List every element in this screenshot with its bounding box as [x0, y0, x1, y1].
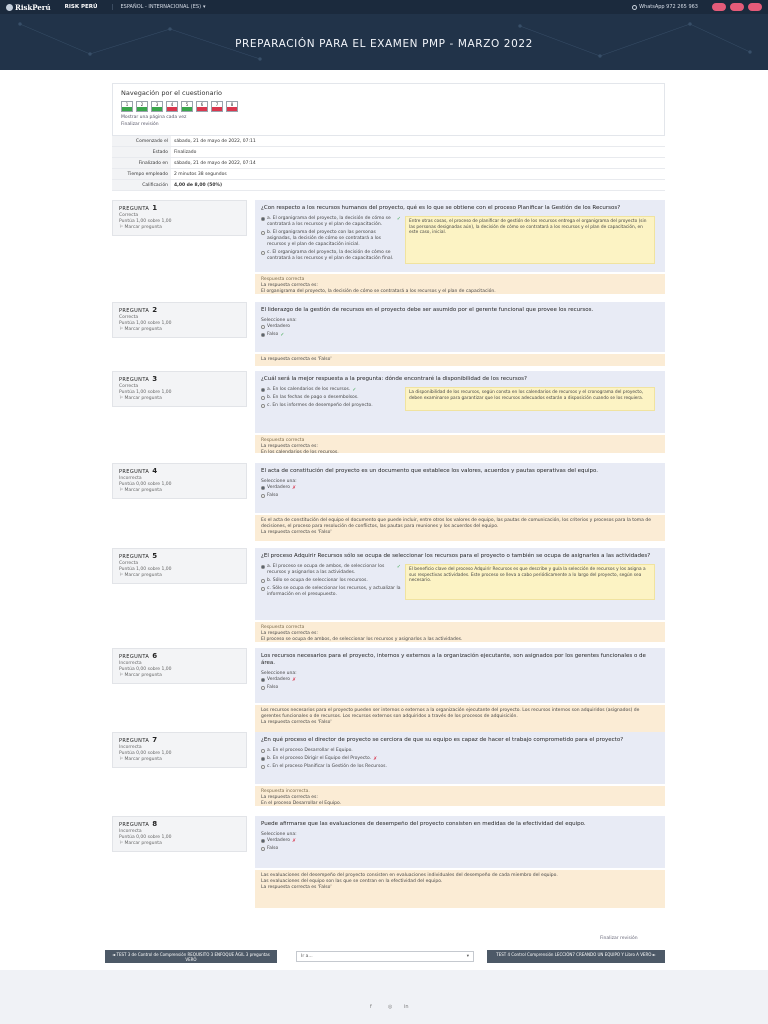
quiz-nav-number: 2 [140, 102, 144, 107]
flag-label: Marcar pregunta [124, 327, 162, 332]
summary-value: sábado, 21 de mayo de 2022, 07:11 [174, 138, 256, 144]
feedback-line: La respuesta correcta es 'Falso' [261, 530, 332, 535]
answer-option-text: c. Sólo se ocupa de seleccionar los recursos, y actualizar la información en el presupuesto. [267, 586, 401, 597]
answer-options [261, 677, 659, 691]
question-heading [119, 468, 240, 476]
question-info [112, 371, 247, 407]
search-icon[interactable] [632, 5, 637, 10]
answer-option-text: a. El organigrama del proyecto, la decisión de cómo se contratará a los recursos y el plan de capacitación. [267, 216, 391, 227]
question-points: Puntúa 1,00 sobre 1,00 [119, 567, 172, 572]
question-text: ¿Con respecto a los recursos humanos del proyecto, qué es lo que se obtiene con el proceso Planificar la Gestión de los Recursos? [261, 205, 621, 211]
language-label: ESPAÑOL - INTERNACIONAL (ES) [120, 4, 202, 10]
quiz-nav-status-incorrect [167, 107, 177, 111]
quiz-nav-question-5[interactable] [181, 101, 193, 112]
radio-button[interactable] [261, 494, 265, 498]
correct-check-icon: ✓ [396, 216, 401, 222]
feedback-line: El organigrama del proyecto, la decisión de cómo se contratará a los recursos y el plan de capacitación. [261, 289, 496, 294]
question-heading [119, 376, 240, 384]
quiz-nav-status-correct [152, 107, 162, 111]
answer-option[interactable] [261, 485, 659, 491]
question-state: Incorrecta [119, 661, 142, 666]
summary-value: 2 minutos 38 segundos [174, 171, 227, 177]
flag-label: Marcar pregunta [124, 573, 162, 578]
attempt-summary-table [112, 136, 665, 191]
radio-button[interactable] [261, 404, 265, 408]
flag-question-link[interactable] [119, 225, 240, 231]
finish-review-bottom-link[interactable]: Finalizar revisión [600, 936, 638, 941]
feedback-line: La respuesta correcta es: [261, 795, 318, 800]
quiz-nav-question-1[interactable] [121, 101, 133, 112]
flag-icon: ⚐ [119, 396, 125, 401]
question-info [112, 816, 247, 852]
radio-button[interactable] [261, 839, 265, 843]
question-info [112, 302, 247, 338]
brand-link[interactable]: RISK PERÚ [64, 4, 98, 10]
flag-question-link[interactable] [119, 573, 240, 579]
facebook-icon[interactable]: f [370, 1004, 372, 1010]
answer-option[interactable] [261, 748, 659, 754]
question-feedback [255, 622, 665, 642]
question-label: PREGUNTA [119, 377, 150, 383]
answer-options [261, 387, 659, 411]
radio-button[interactable] [261, 251, 265, 255]
flag-icon: ⚐ [119, 488, 125, 493]
jump-to-label: Ir a... [301, 954, 313, 959]
question-info [112, 648, 247, 684]
whatsapp-link[interactable] [632, 4, 698, 10]
question-label: PREGUNTA [119, 738, 150, 744]
question-body [255, 200, 665, 272]
logo-text: RiskPerú [15, 2, 51, 12]
answer-option[interactable] [261, 586, 401, 598]
show-one-page-link[interactable]: Mostrar una página cada vez [121, 115, 187, 120]
instagram-icon[interactable]: ◎ [388, 1004, 393, 1010]
flag-question-link[interactable] [119, 841, 240, 847]
answer-option-text: Verdadero [267, 485, 291, 490]
question-body [255, 548, 665, 620]
feedback-line: La respuesta correcta es: [261, 631, 318, 636]
flag-question-link[interactable] [119, 673, 240, 679]
summary-value: sábado, 21 de mayo de 2022, 07:14 [174, 160, 256, 166]
answer-option-text: a. En el proceso Desarrollar el Equipo. [267, 748, 353, 753]
question-text: ¿Cuál será la mejor respuesta a la pregunta: dónde encontraré la disponibilidad de los recursos? [261, 376, 527, 382]
question-points: Puntúa 0,00 sobre 1,00 [119, 482, 172, 487]
answer-option-text: a. El proceso se ocupa de ambos, de seleccionar los recursos y asignarlos a las actividades. [267, 564, 385, 575]
language-menu[interactable] [112, 4, 206, 10]
feedback-line: En los calendarios de los recursos. [261, 450, 339, 455]
answer-options [261, 485, 659, 499]
question-heading [119, 307, 240, 315]
radio-button[interactable] [261, 396, 265, 400]
summary-value: 4,00 de 8,00 (50%) [174, 182, 223, 188]
summary-row [112, 169, 665, 180]
question-heading [119, 553, 240, 561]
question-label: PREGUNTA [119, 206, 150, 212]
flag-label: Marcar pregunta [124, 841, 162, 846]
flag-label: Marcar pregunta [124, 673, 162, 678]
answer-option[interactable] [261, 403, 401, 409]
question-state: Correcta [119, 561, 139, 566]
question-number: 7 [152, 736, 158, 744]
quiz-nav-number: 8 [230, 102, 234, 107]
summary-row [112, 136, 665, 147]
flag-icon: ⚐ [119, 225, 125, 230]
quiz-nav-status-incorrect [212, 107, 222, 111]
answer-option[interactable] [261, 216, 401, 228]
options-list [261, 838, 659, 852]
answer-option-text: Falso [267, 493, 279, 498]
question-heading [119, 737, 240, 745]
riskperu-logo[interactable] [6, 3, 51, 12]
flag-icon: ⚐ [119, 573, 125, 578]
answer-option-text: Falso [267, 685, 279, 690]
question-label: PREGUNTA [119, 822, 150, 828]
option-specific-feedback: El beneficio clave del proceso Adquirir Recursos es que describe y guía la selección de recursos y los asigna a sus respectivas actividades. Este proceso se lleva a cabo periódicamente a lo largo del proyecto, según sea necesario. [405, 564, 655, 600]
question-body [255, 371, 665, 433]
radio-button[interactable] [261, 587, 265, 591]
answer-option-text: b. El organigrama del proyecto con las personas asignadas, la decisión de cómo se contratará a los recursos y el plan de capacitación inicial. [267, 230, 381, 247]
chevron-down-icon: ▾ [466, 954, 469, 959]
quiz-nav-status-correct [182, 107, 192, 111]
feedback-line: Las evaluaciones del equipo son las que se centran en la efectividad del equipo. [261, 879, 443, 884]
question-text: El acta de constitución del proyecto es un documento que establece los valores, acuerdos y pautas operativas del equipo. [261, 468, 599, 474]
feedback-line: Es el acta de constitución del equipo el documento que puede incluir, entre otros los valores de equipo, las pautas de comunicación, los criterios y procesos para la toma de decisiones, el proceso para resolución de conflictos, las pautas para reuniones y los acuerdos del equipo. [261, 518, 651, 529]
options-list [261, 564, 401, 600]
question-text: Los recursos necesarios para el proyecto, internos y externos a la organización ejecutante, son asignados por los gerentes funcionales o de área. [261, 653, 646, 666]
quiz-nav-number: 1 [125, 102, 129, 107]
radio-button[interactable] [261, 749, 265, 753]
feedback-title: Respuesta correcta [261, 438, 305, 443]
question-label: PREGUNTA [119, 308, 150, 314]
answer-options [261, 748, 659, 770]
flag-question-link[interactable] [119, 488, 240, 494]
flag-question-link[interactable] [119, 757, 240, 763]
answer-option-text: a. En los calendarios de los recursos. [267, 387, 351, 392]
user-menu-icon[interactable] [748, 3, 762, 11]
flag-icon: ⚐ [119, 757, 125, 762]
radio-button[interactable] [261, 333, 265, 337]
options-list [261, 485, 659, 499]
question-info [112, 200, 247, 236]
finish-review-link[interactable]: Finalizar revisión [121, 121, 159, 127]
answer-option-text: b. Sólo se ocupa de seleccionar los recursos. [267, 578, 368, 583]
options-list [261, 387, 401, 411]
correct-check-icon: ✓ [280, 332, 285, 338]
radio-button[interactable] [261, 686, 265, 690]
flag-icon: ⚐ [119, 327, 125, 332]
answer-option[interactable] [261, 846, 659, 852]
answer-options [261, 324, 659, 338]
question-text: Puede afirmarse que las evaluaciones de desempeño del proyecto consisten en medidas de la efectividad del equipo. [261, 821, 586, 827]
notifications-icon[interactable] [712, 3, 726, 11]
answer-option[interactable] [261, 764, 659, 770]
answer-options [261, 216, 659, 264]
options-list [261, 324, 659, 338]
quiz-nav-question-3[interactable] [151, 101, 163, 112]
question-number: 5 [152, 552, 158, 560]
summary-key: Tiempo empleado [112, 169, 171, 179]
answer-option-text: c. En los informes de desempeño del proyecto. [267, 403, 373, 408]
quiz-nav-number: 5 [185, 102, 189, 107]
flag-label: Marcar pregunta [124, 757, 162, 762]
question-number: 2 [152, 306, 158, 314]
radio-button[interactable] [261, 579, 265, 583]
question-info [112, 463, 247, 499]
question-points: Puntúa 1,00 sobre 1,00 [119, 390, 172, 395]
answer-option[interactable] [261, 493, 659, 499]
quiz-nav-status-correct [122, 107, 132, 111]
question-text: El liderazgo de la gestión de recursos en el proyecto debe ser asumido por el gerente funcional que provee los recursos. [261, 307, 594, 313]
question-state: Incorrecta [119, 476, 142, 481]
summary-key: Calificación [112, 180, 171, 190]
quiz-nav-number: 3 [155, 102, 159, 107]
question-feedback [255, 870, 665, 908]
question-points: Puntúa 0,00 sobre 1,00 [119, 751, 172, 756]
answer-option[interactable] [261, 250, 401, 262]
radio-button[interactable] [261, 388, 265, 392]
answer-option[interactable] [261, 578, 401, 584]
question-points: Puntúa 1,00 sobre 1,00 [119, 321, 172, 326]
select-one-label: Seleccione una: [261, 671, 297, 676]
question-feedback [255, 354, 665, 366]
question-points: Puntúa 0,00 sobre 1,00 [119, 667, 172, 672]
select-one-label: Seleccione una: [261, 479, 297, 484]
question-points: Puntúa 0,00 sobre 1,00 [119, 835, 172, 840]
question-feedback [255, 435, 665, 453]
jump-to-select[interactable] [296, 951, 474, 962]
select-one-label: Seleccione una: [261, 832, 297, 837]
question-number: 6 [152, 652, 158, 660]
feedback-line: En el proceso Desarrollar el Equipo. [261, 801, 342, 806]
question-points: Puntúa 1,00 sobre 1,00 [119, 219, 172, 224]
question-info [112, 548, 247, 584]
logo-icon [6, 4, 13, 11]
options-list [261, 748, 659, 770]
question-number: 1 [152, 204, 158, 212]
question-feedback [255, 786, 665, 806]
option-specific-feedback: La disponibilidad de los recursos, según consta en los calendarios de recursos y el cronograma del proyecto, deben examinarse para garantizar que los recursos adecuados estarán a disposición cuando se los requiera. [405, 387, 655, 411]
incorrect-cross-icon: ✗ [373, 756, 378, 762]
flag-label: Marcar pregunta [124, 396, 162, 401]
feedback-line: La respuesta correcta es: [261, 444, 318, 449]
answer-options [261, 564, 659, 600]
answer-option-text: c. En el proceso Planificar la Gestión de los Recursos. [267, 764, 387, 769]
quiz-nav-question-2[interactable] [136, 101, 148, 112]
option-specific-feedback: Entre otras cosas, el proceso de planificar de gestión de los recursos entrega el organigrama del proyecto (sin las personas designadas aún), la decisión de cómo se contratará a los recursos y el plan de capacitación, en este caso, inicial. [405, 216, 655, 264]
question-state: Incorrecta [119, 829, 142, 834]
answer-option[interactable] [261, 230, 401, 248]
question-number: 3 [152, 375, 158, 383]
question-feedback [255, 515, 665, 541]
radio-button[interactable] [261, 847, 265, 851]
correct-check-icon: ✓ [352, 387, 357, 393]
flag-question-link[interactable] [119, 327, 240, 333]
incorrect-cross-icon: ✗ [292, 838, 297, 844]
question-label: PREGUNTA [119, 654, 150, 660]
radio-button[interactable] [261, 765, 265, 769]
quiz-navigation-title: Navegación por el cuestionario [121, 89, 223, 97]
incorrect-cross-icon: ✗ [292, 485, 297, 491]
quiz-nav-status-correct [137, 107, 147, 111]
summary-key: Estado [112, 147, 171, 157]
answer-option-text: Falso [267, 846, 279, 851]
summary-key: Comenzado el [112, 136, 171, 146]
question-number: 4 [152, 467, 158, 475]
question-label: PREGUNTA [119, 554, 150, 560]
answer-option-text: Verdadero [267, 324, 291, 329]
question-body [255, 463, 665, 513]
answer-option[interactable] [261, 387, 401, 393]
question-feedback [255, 705, 665, 733]
correct-check-icon: ✓ [396, 564, 401, 570]
radio-button[interactable] [261, 678, 265, 682]
quiz-navigation-block [112, 83, 665, 136]
question-info [112, 732, 247, 768]
radio-button[interactable] [261, 486, 265, 490]
options-list [261, 677, 659, 691]
options-list [261, 216, 401, 264]
answer-option-text: b. En el proceso Dirigir el Equipo del Proyecto. [267, 756, 372, 761]
answer-option[interactable] [261, 332, 659, 338]
quiz-nav-status-incorrect [227, 107, 237, 111]
question-text: ¿El proceso Adquirir Recursos sólo se ocupa de seleccionar los recursos para el proyecto o también se ocupa de asignarles a las actividades? [261, 553, 651, 559]
feedback-line: Las evaluaciones del desempeño del proyecto consisten en evaluaciones individuales del desempeño de cada miembro del equipo. [261, 873, 558, 878]
quiz-nav-number: 4 [170, 102, 174, 107]
chevron-down-icon: ▾ [203, 4, 206, 10]
question-number: 8 [152, 820, 158, 828]
flag-label: Marcar pregunta [124, 225, 162, 230]
question-body [255, 648, 665, 703]
feedback-title: Respuesta correcta [261, 625, 305, 630]
answer-option[interactable] [261, 838, 659, 844]
quiz-nav-number: 6 [200, 102, 204, 107]
next-activity-button[interactable]: TEST 4 Control Comprensión LECCIÓN7 CREANDO UN EQUIPO Y Libro A VERO ► [487, 950, 665, 963]
quiz-nav-question-4[interactable] [166, 101, 178, 112]
question-state: Correcta [119, 384, 139, 389]
summary-row [112, 147, 665, 158]
summary-row [112, 158, 665, 169]
quiz-nav-number: 7 [215, 102, 219, 107]
summary-row [112, 180, 665, 191]
quiz-nav-question-7[interactable] [211, 101, 223, 112]
question-heading [119, 205, 240, 213]
question-state: Correcta [119, 213, 139, 218]
answer-option[interactable] [261, 677, 659, 683]
answer-options [261, 838, 659, 852]
answer-option-text: c. El organigrama del proyecto, la decisión de cómo se contratará a los recursos y el plan de capacitación final. [267, 250, 394, 261]
feedback-line: Los recursos necesarios para el proyecto pueden ser internos o externos a la organización ejecutante del proyecto. Los recursos internos son adquiridos (asignados) de gerentes funcionales o de recursos. Los recursos externos son adquiridos a través de los procesos de adquisición. [261, 708, 640, 719]
question-text: ¿En qué proceso el director de proyecto se cerciora de que su equipo es capaz de hacer el trabajo comprometido para el proyecto? [261, 737, 624, 743]
whatsapp-label: WhatsApp 972 265 963 [639, 4, 698, 10]
feedback-title: Respuesta incorrecta. [261, 789, 310, 794]
question-heading [119, 821, 240, 829]
answer-option-text: b. En las fechas de pago o desembolsos. [267, 395, 359, 400]
previous-activity-button[interactable]: ◄ TEST 3 de Control de Comprensión REQUISITO 3 ENFOQUE ÁGIL 3 preguntas VERO [105, 950, 277, 963]
feedback-line: La respuesta correcta es 'Falso' [261, 357, 332, 362]
flag-label: Marcar pregunta [124, 488, 162, 493]
quiz-nav-question-6[interactable] [196, 101, 208, 112]
feedback-title: Respuesta correcta [261, 277, 305, 282]
answer-option[interactable] [261, 395, 401, 401]
answer-option[interactable] [261, 564, 401, 576]
select-one-label: Seleccione una: [261, 318, 297, 323]
flag-icon: ⚐ [119, 841, 125, 846]
answer-option-text: Falso [267, 332, 279, 337]
answer-option[interactable] [261, 685, 659, 691]
radio-button[interactable] [261, 217, 265, 221]
radio-button[interactable] [261, 565, 265, 569]
page-header-banner [0, 14, 768, 70]
quiz-nav-question-8[interactable] [226, 101, 238, 112]
question-feedback [255, 274, 665, 294]
quiz-nav-status-incorrect [197, 107, 207, 111]
feedback-line: El proceso se ocupa de ambos, de seleccionar los recursos y asignarlos a las actividades. [261, 637, 463, 642]
main-content [0, 70, 768, 970]
radio-button[interactable] [261, 325, 265, 329]
answer-option-text: Verdadero [267, 838, 291, 843]
messages-icon[interactable] [730, 3, 744, 11]
question-label: PREGUNTA [119, 469, 150, 475]
feedback-line: La respuesta correcta es 'Falso' [261, 720, 332, 725]
flag-question-link[interactable] [119, 396, 240, 402]
question-body [255, 732, 665, 784]
answer-option[interactable] [261, 756, 659, 762]
incorrect-cross-icon: ✗ [292, 677, 297, 683]
question-state: Incorrecta [119, 745, 142, 750]
answer-option[interactable] [261, 324, 659, 330]
site-footer [0, 970, 768, 1024]
summary-value: Finalizado [174, 149, 197, 155]
answer-option-text: Verdadero [267, 677, 291, 682]
radio-button[interactable] [261, 757, 265, 761]
page-title: PREPARACIÓN PARA EL EXAMEN PMP - MARZO 2022 [235, 38, 533, 50]
feedback-line: La respuesta correcta es 'Falso' [261, 885, 332, 890]
question-state: Correcta [119, 315, 139, 320]
summary-key: Finalizado en [112, 158, 171, 168]
radio-button[interactable] [261, 231, 265, 235]
question-heading [119, 653, 240, 661]
question-body [255, 302, 665, 352]
linkedin-icon[interactable]: in [404, 1004, 409, 1010]
question-body [255, 816, 665, 868]
feedback-line: La respuesta correcta es: [261, 283, 318, 288]
flag-icon: ⚐ [119, 673, 125, 678]
top-navbar [0, 0, 768, 14]
quiz-navigation-buttons [121, 101, 656, 112]
